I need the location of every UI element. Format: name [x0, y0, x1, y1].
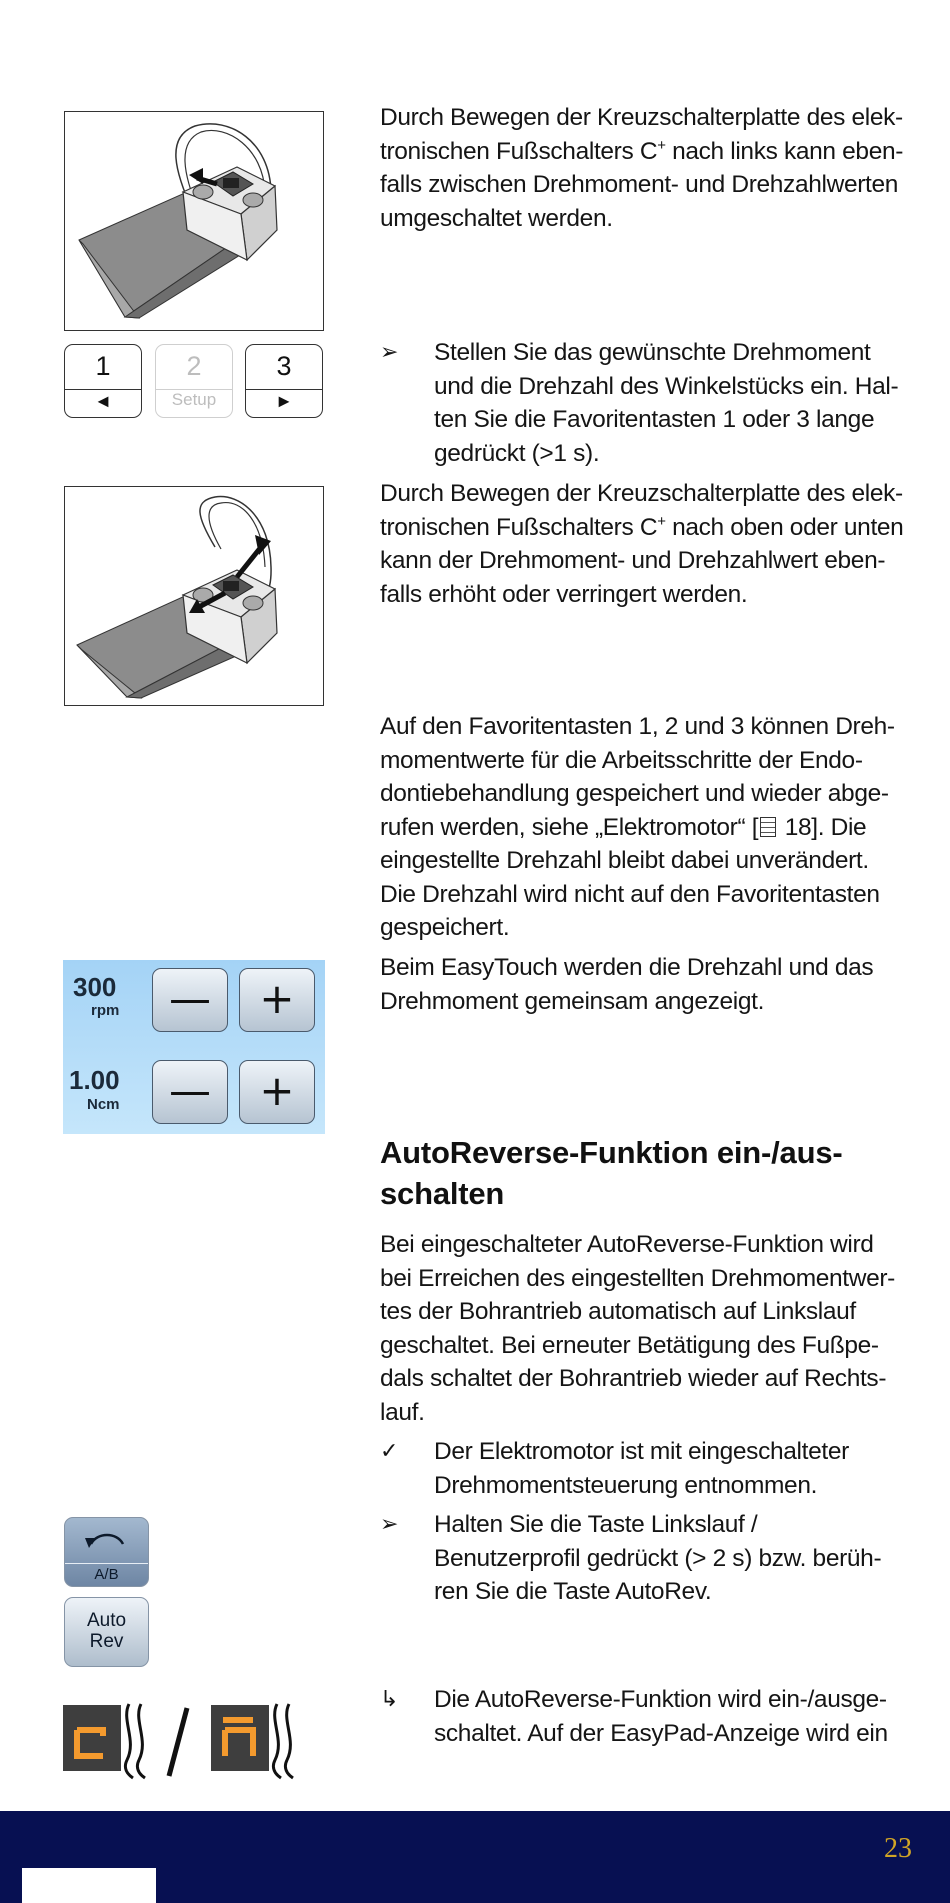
paragraph-favorite-keys: Auf den Favoritentasten 1, 2 und 3 können Dreh- momentwerte für die Arbeitsschritte der Endo- dontiebehandlung gespeichert und wieder abge- rufen werden, siehe „Elektromotor“ [ 18]. Die eingestellte Drehzahl bleibt dabei unverändert. Die Drehzahl wird nicht auf den Favoritentasten gespeichert. — [380, 713, 895, 941]
torque-plus-button[interactable]: + — [239, 1060, 315, 1124]
instruction-set-torque: ➢ Stellen Sie das gewünschte Drehmoment und die Drehzahl des Winkelstücks ein. Hal- ten Sie die Favoritentasten 1 oder 3 lange gedrückt (>1 s). — [380, 336, 915, 470]
reverse-user-profile-button[interactable]: A/B — [64, 1517, 149, 1587]
page-number: 23 — [884, 1833, 912, 1864]
result-item: ↳ Die AutoReverse-Funktion wird ein-/ausge- schaltet. Auf der EasyPad-Anzeige wird ein — [380, 1683, 915, 1750]
paragraph-easytouch: Beim EasyTouch werden die Drehzahl und das Drehmoment gemeinsam angezeigt. — [380, 954, 874, 1015]
torque-value: 1.00 — [69, 1065, 120, 1095]
speed-value: 300 — [73, 972, 117, 1002]
arrow-bullet-icon: ➢ — [380, 340, 399, 365]
instruction-autorev: ➢ Halten Sie die Taste Linkslauf / Benutzerprofil gedrückt (> 2 s) bzw. berüh- ren Sie die Taste AutoRev. — [380, 1508, 915, 1609]
paragraph-autoreverse: Bei eingeschalteter AutoReverse-Funktion wird bei Erreichen des eingestellten Drehmomentwer- tes der Bohrantrieb automatisch auf Linkslauf geschaltet. Bei erneuter Betätigung des Fußpe- dals schaltet der Bohrantrieb wieder auf Rechts- lauf. — [380, 1231, 895, 1426]
favorite-keys — [64, 344, 324, 420]
result-arrow-icon: ↳ — [380, 1687, 399, 1712]
speed-minus-button[interactable]: — — [152, 968, 228, 1032]
favorite-key-3[interactable]: 3 ► — [245, 344, 323, 418]
paragraph-crossswitch-updown: Durch Bewegen der Kreuzschalterplatte des elek- tronischen Fußschalters C+ nach oben oder unten kann der Drehmoment- und Drehzahlwert eben- falls erhöht oder verringert werden. — [380, 480, 904, 608]
torque-unit: Ncm — [87, 1096, 120, 1113]
section-heading-autoreverse: AutoReverse-Funktion ein-/aus- schalten — [380, 1135, 843, 1211]
foot-control-illustration-updown — [64, 486, 324, 706]
arrow-left-icon: ◄ — [94, 391, 112, 411]
precondition-item: ✓ Der Elektromotor ist mit eingeschalteter Drehmomentsteuerung entnommen. — [380, 1435, 915, 1502]
arrow-right-icon: ► — [275, 391, 293, 411]
torque-minus-button[interactable]: — — [152, 1060, 228, 1124]
check-icon: ✓ — [380, 1439, 399, 1464]
footer-logo-box — [22, 1868, 156, 1903]
speed-plus-button[interactable]: + — [239, 968, 315, 1032]
speed-unit: rpm — [91, 1002, 120, 1019]
document-icon — [760, 817, 776, 837]
foot-control-illustration-left — [64, 111, 324, 331]
rotate-left-icon — [65, 1518, 148, 1562]
favorite-key-1[interactable]: 1 ◄ — [64, 344, 142, 418]
favorite-key-2[interactable]: 2 Setup — [155, 344, 233, 418]
arrow-bullet-icon: ➢ — [380, 1512, 399, 1537]
paragraph-crossswitch-left: Durch Bewegen der Kreuzschalterplatte des elek- tronischen Fußschalters C+ nach links kann eben- falls zwischen Drehmoment- und Drehzahlwerten umgeschaltet werden. — [380, 104, 904, 232]
easytouch-panel — [63, 960, 325, 1134]
autorev-button[interactable]: Auto Rev — [64, 1597, 149, 1667]
page-footer — [0, 1811, 950, 1903]
easypad-display-indicator — [63, 1700, 313, 1780]
